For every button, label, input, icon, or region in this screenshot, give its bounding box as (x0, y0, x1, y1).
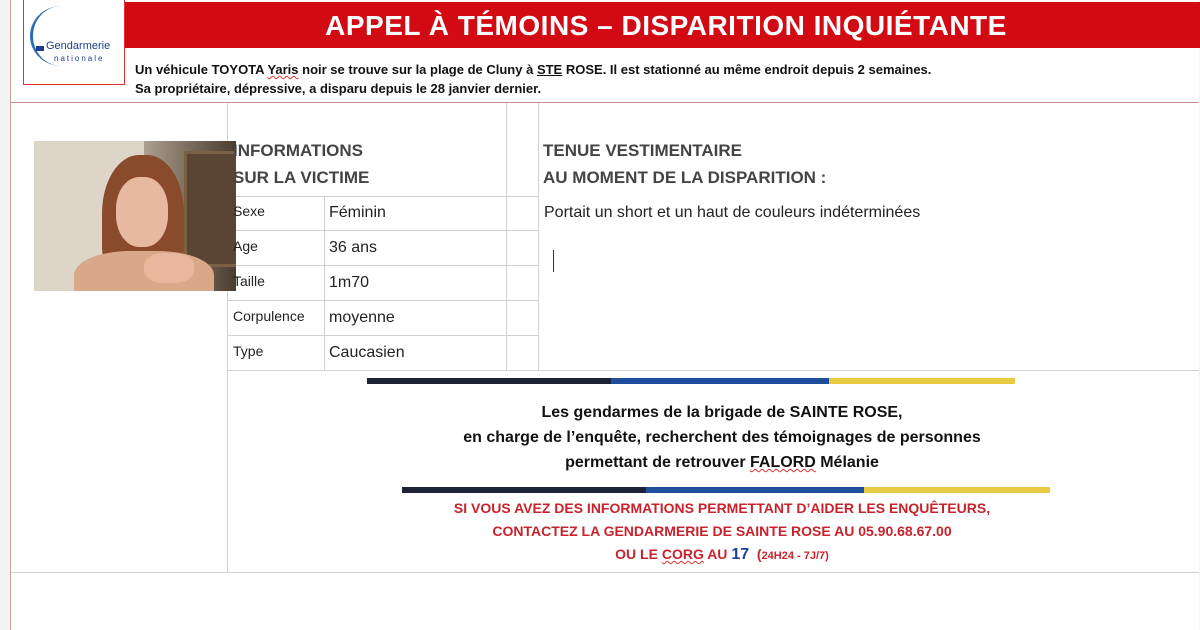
sex-label: Sexe (233, 203, 265, 219)
tricolor-stripe (402, 487, 1050, 493)
missing-person-name: FALORD (750, 454, 816, 471)
victim-info-heading: INFORMATIONS SUR LA VICTIME (233, 141, 370, 187)
flag-icon (36, 46, 44, 51)
divider (227, 196, 539, 197)
victim-photo (34, 141, 236, 291)
height-label: Taille (233, 273, 265, 289)
emergency-number: 17 (731, 546, 750, 563)
logo-text-line2: nationale (54, 54, 105, 63)
tricolor-stripe (367, 378, 1015, 384)
divider (11, 572, 1199, 573)
divider (227, 265, 539, 266)
page-title: APPEL À TÉMOINS – DISPARITION INQUIÉTANTE (125, 2, 1200, 48)
sex-value: Féminin (329, 204, 386, 221)
height-value: 1m70 (329, 274, 370, 291)
age-value: 36 ans (329, 239, 378, 256)
clothing-text: Portait un short et un haut de couleurs indéterminées (544, 204, 921, 221)
logo-text-line1: Gendarmerie (46, 40, 111, 52)
type-label: Type (233, 343, 264, 359)
divider (538, 103, 539, 370)
type-value: Caucasien (329, 344, 405, 361)
build-value: moyenne (329, 309, 395, 326)
divider (227, 300, 539, 301)
contact-text: SI VOUS AVEZ DES INFORMATIONS PERMETTANT D’AIDER LES ENQUÊTEURS, CONTACTEZ LA GENDARMERIE DE SAINTE ROSE AU 05.90.68.67.00 OU LE CORG AU 17 (24H24 - 7J/7) (453, 500, 991, 563)
gendarmerie-logo (23, 0, 125, 85)
divider (324, 196, 325, 370)
age-label: Age (233, 238, 258, 254)
intro-line-2: Sa propriétaire, dépressive, a disparu depuis le 28 janvier dernier. (135, 81, 542, 96)
divider (227, 335, 539, 336)
divider (227, 230, 539, 231)
build-label: Corpulence (233, 308, 305, 324)
intro-text (135, 60, 1195, 98)
intro-line-1: Un véhicule TOYOTA Yaris noir se trouve sur la plage de Cluny à STE ROSE. Il est stationné au même endroit depuis 2 semaines. (135, 62, 932, 77)
appeal-text: Les gendarmes de la brigade de SAINTE ROSE, en charge de l’enquête, recherchent des témoignages de personnes permettant de retrouver FALORD Mélanie (463, 404, 981, 471)
divider (227, 370, 1199, 371)
divider (506, 103, 507, 370)
divider (11, 102, 1199, 103)
clothing-heading: TENUE VESTIMENTAIRE AU MOMENT DE LA DISPARITION : (543, 141, 827, 187)
poster-page (10, 0, 1199, 630)
text-cursor (553, 250, 554, 272)
